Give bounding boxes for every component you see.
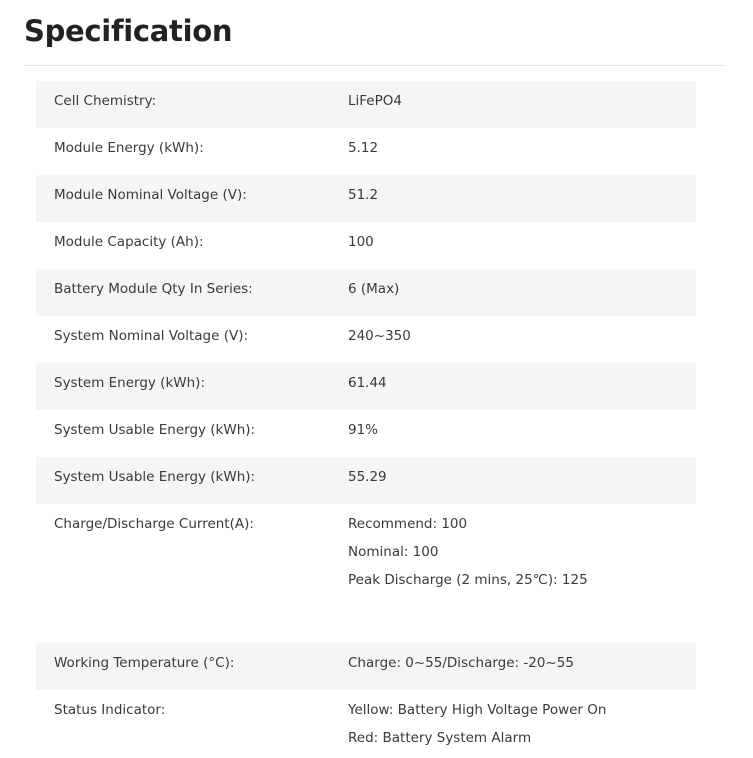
spec-label: System Energy (kWh): [54, 375, 205, 391]
spec-value-line: Peak Discharge (2 mins, 25℃): 125 [348, 572, 588, 588]
spec-label: Battery Module Qty In Series: [54, 281, 253, 297]
spec-value [348, 696, 696, 752]
spec-value-line: 6 (Max) [348, 281, 400, 297]
spec-label: Cell Chemistry: [54, 93, 157, 109]
spec-row [36, 690, 696, 752]
spec-value [348, 369, 696, 397]
spec-label: System Usable Energy (kWh): [54, 469, 256, 485]
spec-value [348, 463, 696, 491]
spec-row [36, 643, 696, 690]
spec-value-line: Nominal: 100 [348, 544, 439, 560]
spec-row [36, 504, 696, 643]
spec-value-line: 61.44 [348, 375, 387, 391]
spec-value [348, 181, 696, 209]
spec-value-line: Charge: 0~55/Discharge: -20~55 [348, 655, 574, 671]
spec-row [36, 457, 696, 504]
spec-value [348, 275, 696, 303]
spec-value-line: Yellow: Battery High Voltage Power On [348, 702, 607, 718]
spec-table [36, 81, 696, 752]
spec-label: Charge/Discharge Current(A): [54, 516, 254, 532]
spec-value [348, 87, 696, 115]
spec-row [36, 128, 696, 175]
spec-label: System Nominal Voltage (V): [54, 328, 249, 344]
page-title: Specification [24, 14, 233, 48]
spec-value [348, 649, 696, 677]
spec-value-line: Red: Battery System Alarm [348, 730, 532, 746]
spec-value [348, 322, 696, 350]
spec-value-line: 55.29 [348, 469, 387, 485]
spec-row [36, 410, 696, 457]
spec-value [348, 416, 696, 444]
spec-value [348, 134, 696, 162]
title-divider [24, 65, 725, 66]
spec-value-line: Recommend: 100 [348, 516, 468, 532]
spec-value [348, 510, 696, 594]
spec-value-line: LiFePO4 [348, 93, 402, 109]
spec-value-line: 5.12 [348, 140, 379, 156]
spec-row [36, 81, 696, 128]
spec-value-line: 91% [348, 422, 379, 438]
spec-row [36, 363, 696, 410]
spec-label: Module Nominal Voltage (V): [54, 187, 247, 203]
spec-row [36, 222, 696, 269]
spec-label: Working Temperature (°C): [54, 655, 235, 671]
spec-value-line: 51.2 [348, 187, 379, 203]
spec-row [36, 269, 696, 316]
spec-value [348, 228, 696, 256]
spec-value-line: 100 [348, 234, 374, 250]
spec-label: Status Indicator: [54, 702, 166, 718]
spec-label: System Usable Energy (kWh): [54, 422, 256, 438]
spec-label: Module Energy (kWh): [54, 140, 204, 156]
spec-row [36, 316, 696, 363]
spec-row [36, 175, 696, 222]
spec-label: Module Capacity (Ah): [54, 234, 204, 250]
spec-value-line: 240~350 [348, 328, 411, 344]
